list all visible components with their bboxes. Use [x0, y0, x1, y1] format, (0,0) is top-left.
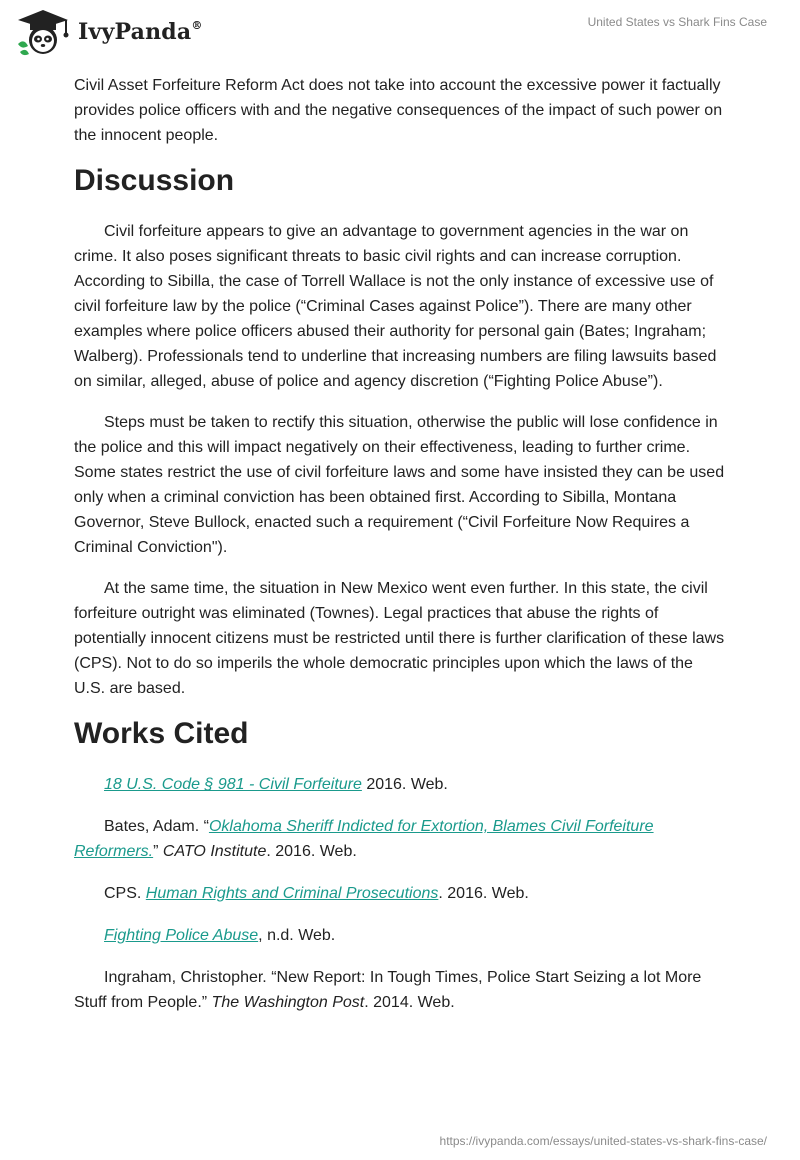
citation-4-rest: , n.d. Web.: [258, 927, 336, 944]
essay-content: [74, 73, 726, 1032]
citation-4: [74, 923, 726, 948]
discussion-paragraph-1: Civil forfeiture appears to give an advantage to government agencies in the war on crime. It also poses significant threats to basic civil rights and can increase corruption. According to Sibilla, the case of Torrell Wallace is not the only instance of excessive use of civil forfeiture law by the police (“Criminal Cases against Police”). There are many other examples where police officers abused their authority for personal gain (Bates; Ingraham; Walberg). Professionals tend to underline that increasing numbers are filing lawsuits based on similar, alleged, abuse of police and agency discretion (“Fighting Police Abuse”).: [74, 223, 717, 390]
logo-text: IvyPanda: [78, 19, 192, 45]
citation-3-link[interactable]: Human Rights and Criminal Prosecutions: [145, 885, 439, 902]
citation-5-publisher: The Washington Post: [211, 994, 365, 1011]
citation-5-rest: . 2014. Web.: [364, 994, 455, 1011]
discussion-paragraph-3: At the same time, the situation in New Mexico went even further. In this state, the civil forfeiture outright was eliminated (Townes). Legal practices that abuse the rights of potentially innocent citizens must be restricted until there is further clarification of these laws (CPS). Not to do so imperils the whole democratic principles upon which the laws of the U.S. are based.: [74, 580, 725, 697]
citation-5: [74, 965, 726, 1015]
panda-logo-icon: [14, 8, 72, 56]
discussion-heading: Discussion: [74, 164, 235, 197]
citation-3-pre: CPS.: [104, 885, 146, 902]
citation-3-rest: . 2016. Web.: [438, 885, 529, 902]
citation-1-link[interactable]: 18 U.S. Code § 981 - Civil Forfeiture: [104, 776, 362, 793]
citation-2-pre: Bates, Adam. “: [104, 818, 209, 835]
works-cited-heading: Works Cited: [74, 717, 249, 750]
registered-mark: ®: [191, 18, 203, 32]
citation-2-rest: . 2016. Web.: [266, 843, 357, 860]
citation-4-link[interactable]: Fighting Police Abuse: [104, 927, 259, 944]
citation-2: [74, 814, 726, 864]
citation-2-mid: ”: [153, 843, 163, 860]
document-title: United States vs Shark Fins Case: [587, 15, 767, 29]
citation-2-publisher: CATO Institute: [162, 843, 267, 860]
citation-1-rest: 2016. Web.: [361, 776, 448, 793]
discussion-paragraph-2: Steps must be taken to rectify this situation, otherwise the public will lose confidence in the police and this will impact negatively on their effectiveness, leading to further crime. Some states restrict the use of civil forfeiture laws and some have insisted they can be used only when a criminal conviction has been obtained first. According to Sibilla, Montana Governor, Steve Bullock, enacted such a requirement (“Civil Forfeiture Now Requires a Criminal Conviction").: [74, 414, 725, 556]
citation-2-link[interactable]: Oklahoma Sheriff Indicted for Extortion, Blames Civil Forfeiture Reformers.: [74, 818, 654, 860]
ivypanda-logo[interactable]: [14, 8, 204, 58]
intro-paragraph: Civil Asset Forfeiture Reform Act does not take into account the excessive power it factually provides police officers with and the negative consequences of the impact of such power on the innocent people.: [74, 77, 723, 144]
logo-wordmark: [78, 19, 203, 45]
citation-5-pre: Ingraham, Christopher. “New Report: In Tough Times, Police Start Seizing a lot More Stuff from People.”: [74, 969, 702, 1011]
source-url[interactable]: https://ivypanda.com/essays/united-states-vs-shark-fins-case/: [439, 1134, 767, 1148]
page-header: [0, 0, 800, 62]
citation-3: [74, 881, 726, 906]
citation-1: [74, 772, 726, 797]
